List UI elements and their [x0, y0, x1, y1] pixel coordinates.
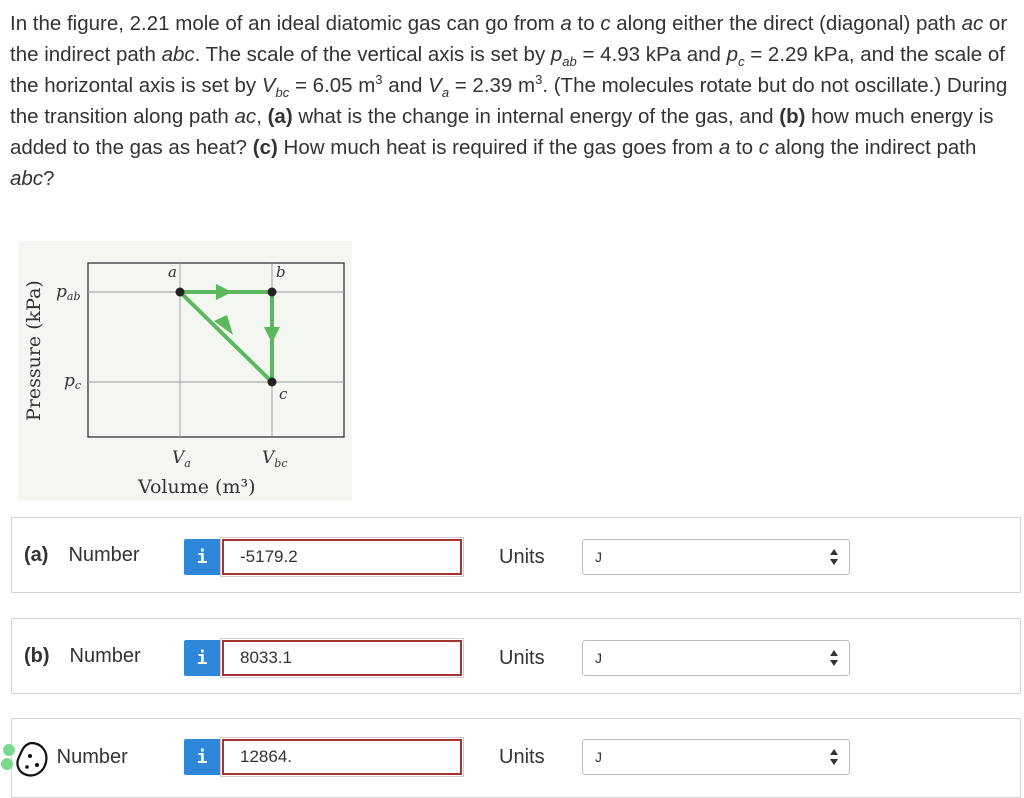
- updown-caret-icon: [829, 748, 839, 766]
- number-input-b[interactable]: 8033.1: [222, 640, 462, 676]
- answer-row-b: [11, 618, 1021, 694]
- updown-caret-icon: [829, 649, 839, 667]
- label-a: a: [168, 263, 177, 281]
- answer-row-a: [11, 517, 1021, 593]
- tick-label-pc: pc: [64, 371, 82, 392]
- question-text: In the figure, 2.21 mole of an ideal diatomic gas can go from a to c along either the direct (diagonal) path ac or the indirect path abc. The scale of the vertical axis is set by $p_{ab} = 4.93$ kPa and $p_c = 2.29$ kPa, and the scale of the horizontal axis is set by $V_{bc} = 6.05$ $m^3$ and $V_a = 2.39$ $m^3$. (The molecules rotate but do not oscillate.) During the transition along path ac, (a) what is the change in internal energy of the gas, and (b) how much energy is added to the gas as heat? (c) How much heat is required if the gas goes from a to c along the indirect path abc?: [10, 12, 1008, 190]
- units-label: Units: [499, 745, 545, 768]
- point-c: [268, 378, 277, 387]
- part-label: (b): [24, 644, 50, 667]
- info-button[interactable]: i: [184, 539, 220, 575]
- part-label: (a): [24, 543, 49, 566]
- info-button[interactable]: i: [184, 739, 220, 775]
- number-label: Number: [69, 644, 141, 667]
- number-label: Number: [56, 745, 128, 768]
- selected-unit: J: [595, 549, 602, 565]
- units-select-c[interactable]: [582, 739, 850, 775]
- pv-diagram: [18, 241, 352, 501]
- path-ac: [180, 292, 272, 382]
- x-axis-label: Volume (m³): [138, 476, 256, 498]
- label-b: b: [276, 263, 286, 281]
- selected-unit: J: [595, 749, 602, 765]
- number-input-c[interactable]: 12864.: [222, 739, 462, 775]
- arrow-bc: [264, 327, 280, 343]
- number-label: Number: [68, 543, 140, 566]
- point-b: [268, 288, 277, 297]
- pv-diagram-svg: [18, 241, 352, 501]
- extension-cookie-icon[interactable]: [0, 732, 54, 782]
- tick-label-vbc: $V_{bc}$: [262, 448, 288, 470]
- label-c: c: [279, 385, 288, 403]
- answer-label-b: [24, 619, 141, 693]
- number-input-a[interactable]: -5179.2: [222, 539, 462, 575]
- answer-row-c: [11, 718, 1021, 798]
- units-select-a[interactable]: [582, 539, 850, 575]
- updown-caret-icon: [829, 548, 839, 566]
- answer-label-a: [24, 518, 140, 592]
- units-label: Units: [499, 545, 545, 568]
- arrow-ab: [216, 284, 232, 300]
- point-a: [176, 288, 185, 297]
- units-label: Units: [499, 646, 545, 669]
- tick-label-pab: pab: [56, 282, 81, 303]
- selected-unit: J: [595, 650, 602, 666]
- tick-label-va: $V_a$: [172, 448, 191, 470]
- info-button[interactable]: i: [184, 640, 220, 676]
- units-select-b[interactable]: [582, 640, 850, 676]
- y-axis-label: Pressure (kPa): [23, 280, 45, 421]
